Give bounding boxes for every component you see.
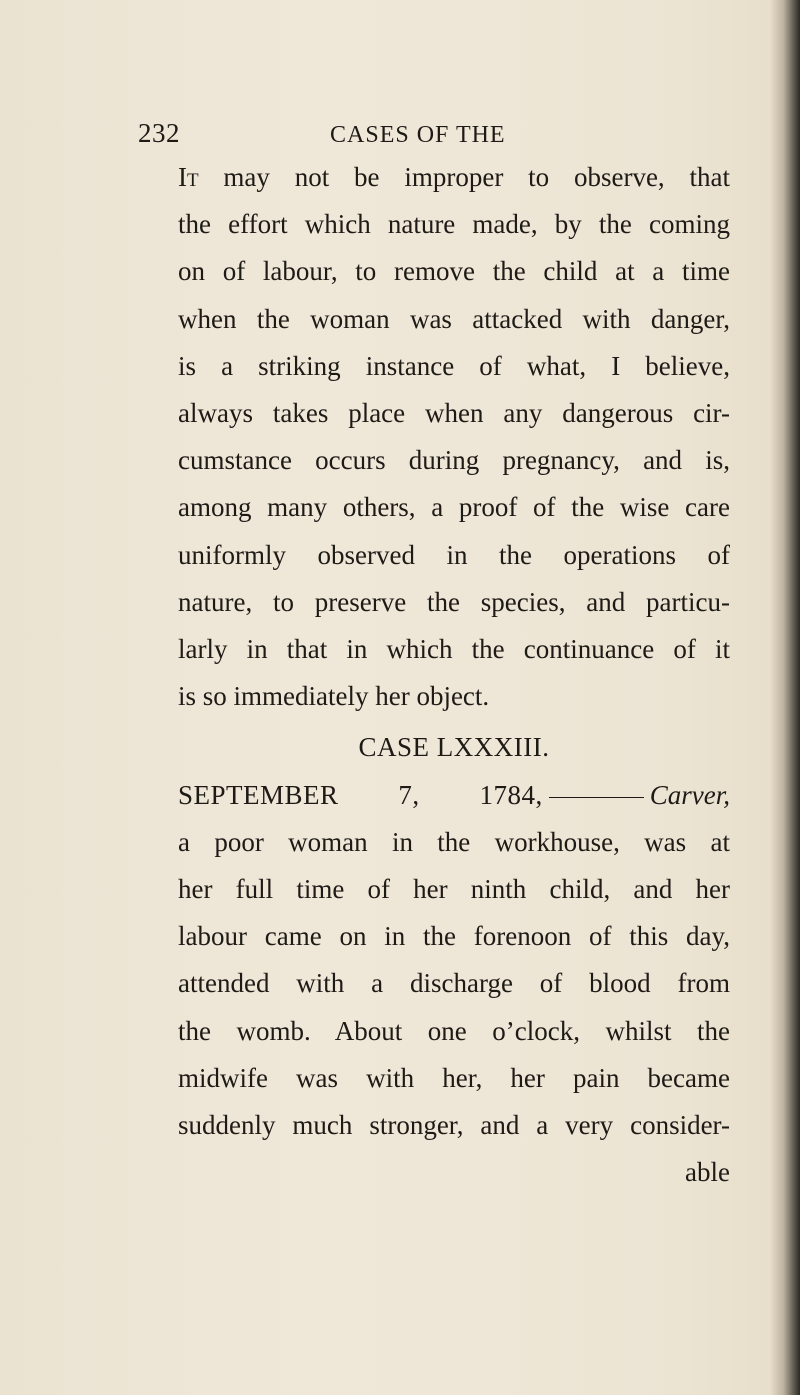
paragraph-line: the effort which nature made, by the coming bbox=[178, 209, 730, 240]
paragraph-line: suddenly much stronger, and a very consider- bbox=[178, 1110, 730, 1141]
em-dash-rule bbox=[549, 797, 644, 798]
catchword: able bbox=[685, 1157, 730, 1188]
patient-name: Carver, bbox=[649, 779, 730, 810]
running-head bbox=[138, 118, 728, 158]
paragraph-line: cumstance occurs during pregnancy, and is, bbox=[178, 445, 730, 476]
paragraph-line: is a striking instance of what, I believe, bbox=[178, 350, 730, 381]
paragraph-line: on of labour, to remove the child at a time bbox=[178, 256, 730, 287]
body-text bbox=[178, 154, 730, 1196]
paragraph-line: a poor woman in the workhouse, was at bbox=[178, 826, 730, 857]
paragraph-line: larly in that in which the continuance of it bbox=[178, 634, 730, 665]
paragraph-line: when the woman was attacked with danger, bbox=[178, 303, 730, 334]
case-date: SEPTEMBER 7, 1784, bbox=[178, 779, 543, 810]
drop-word: It bbox=[178, 162, 199, 192]
paragraph-line: uniformly observed in the operations of bbox=[178, 539, 730, 570]
running-title: CASES OF THE bbox=[330, 122, 506, 148]
paragraph-line: is so immediately her object. bbox=[178, 681, 490, 712]
paragraph-line: labour came on in the forenoon of this day, bbox=[178, 921, 730, 952]
paragraph-line: the womb. About one o’clock, whilst the bbox=[178, 1015, 730, 1046]
paragraph-line: her full time of her ninth child, and her bbox=[178, 874, 730, 905]
paragraph-line: among many others, a proof of the wise care bbox=[178, 492, 730, 523]
page-binding-shadow bbox=[770, 0, 800, 1395]
paragraph-line bbox=[178, 772, 730, 819]
paragraph-line: always takes place when any dangerous cir- bbox=[178, 398, 730, 429]
paragraph-line: midwife was with her, her pain became bbox=[178, 1062, 730, 1093]
case-heading: CASE LXXXIII. bbox=[358, 732, 550, 763]
paragraph-line: attended with a discharge of blood from bbox=[178, 968, 730, 999]
page-number: 232 bbox=[138, 118, 180, 148]
paragraph-line: It may not be improper to observe, that bbox=[178, 162, 730, 192]
paragraph-line: nature, to preserve the species, and particu- bbox=[178, 586, 730, 617]
